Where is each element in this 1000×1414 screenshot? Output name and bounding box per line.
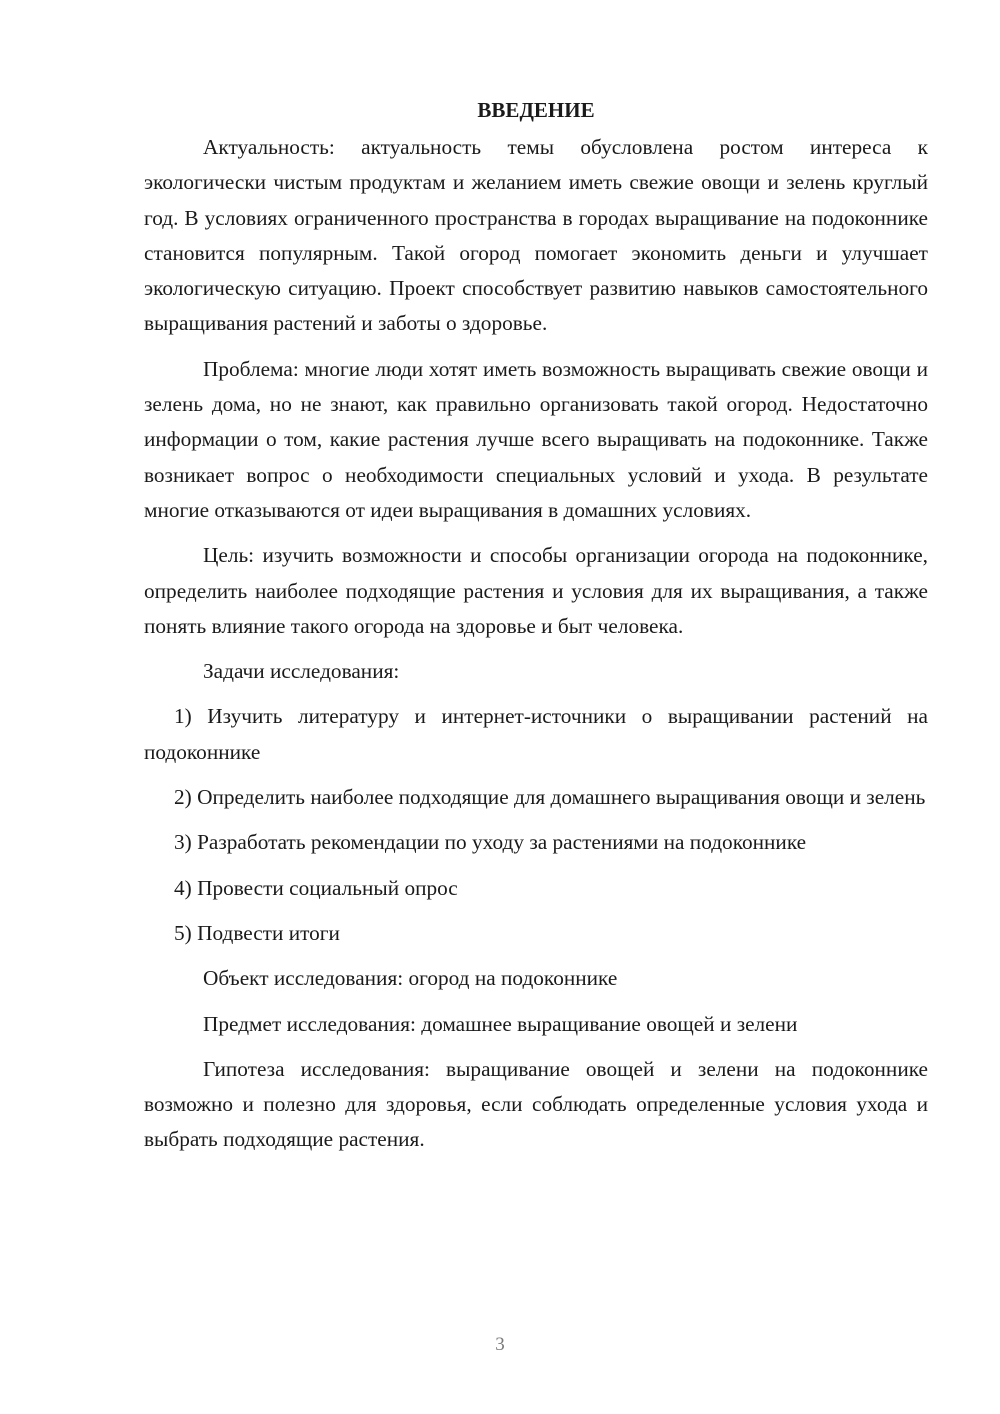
- task-item-2: 2) Определить наиболее подходящие для домашнего выращивания овощи и зелень: [174, 785, 926, 810]
- object-paragraph: Объект исследования: огород на подоконнике: [203, 966, 618, 991]
- problem-paragraph: Проблема: многие люди хотят иметь возможность выращивать свежие овощи и зелень дома, но не знают, как правильно организовать такой огород. Недостаточно информации о том, какие растения лучше всего выращивать на подоконнике. Также возникает вопрос о необходимости специальных условий и ухода. В результате многие отказываются от идеи выращивания в домашних условиях.: [144, 356, 928, 522]
- page-number: 3: [495, 1334, 505, 1355]
- goal-paragraph: Цель: изучить возможности и способы организации огорода на подоконнике, определить наиболее подходящие растения и условия для их выращивания, а также понять влияние такого огорода на здоровье и быт человека.: [144, 543, 928, 638]
- tasks-heading: Задачи исследования:: [203, 659, 400, 684]
- task-item-4: 4) Провести социальный опрос: [174, 875, 458, 900]
- hypothesis-paragraph: Гипотеза исследования: выращивание овощей и зелени на подоконнике возможно и полезно для здоровья, если соблюдать определенные условия ухода и выбрать подходящие растения.: [144, 1056, 928, 1152]
- task-item-3: 3) Разработать рекомендации по уходу за растениями на подоконнике: [174, 830, 807, 855]
- task-item-1: 1) Изучить литературу и интернет-источники о выращивании растений на подоконнике: [144, 704, 928, 764]
- document-page: [144, 92, 928, 1158]
- relevance-paragraph: Актуальность: актуальность темы обусловлена ростом интереса к экологически чистым продуктам и желанием иметь свежие овощи и зелень круглый год. В условиях ограниченного пространства в городах выращивание на подоконнике становится популярным. Такой огород помогает экономить деньги и улучшает экологическую ситуацию. Проект способствует развитию навыков самостоятельного выращивания растений и заботы о здоровье.: [144, 135, 928, 336]
- subject-paragraph: Предмет исследования: домашнее выращивание овощей и зелени: [203, 1011, 798, 1036]
- section-title: ВВЕДЕНИЕ: [477, 98, 595, 122]
- task-item-5: 5) Подвести итоги: [174, 920, 340, 945]
